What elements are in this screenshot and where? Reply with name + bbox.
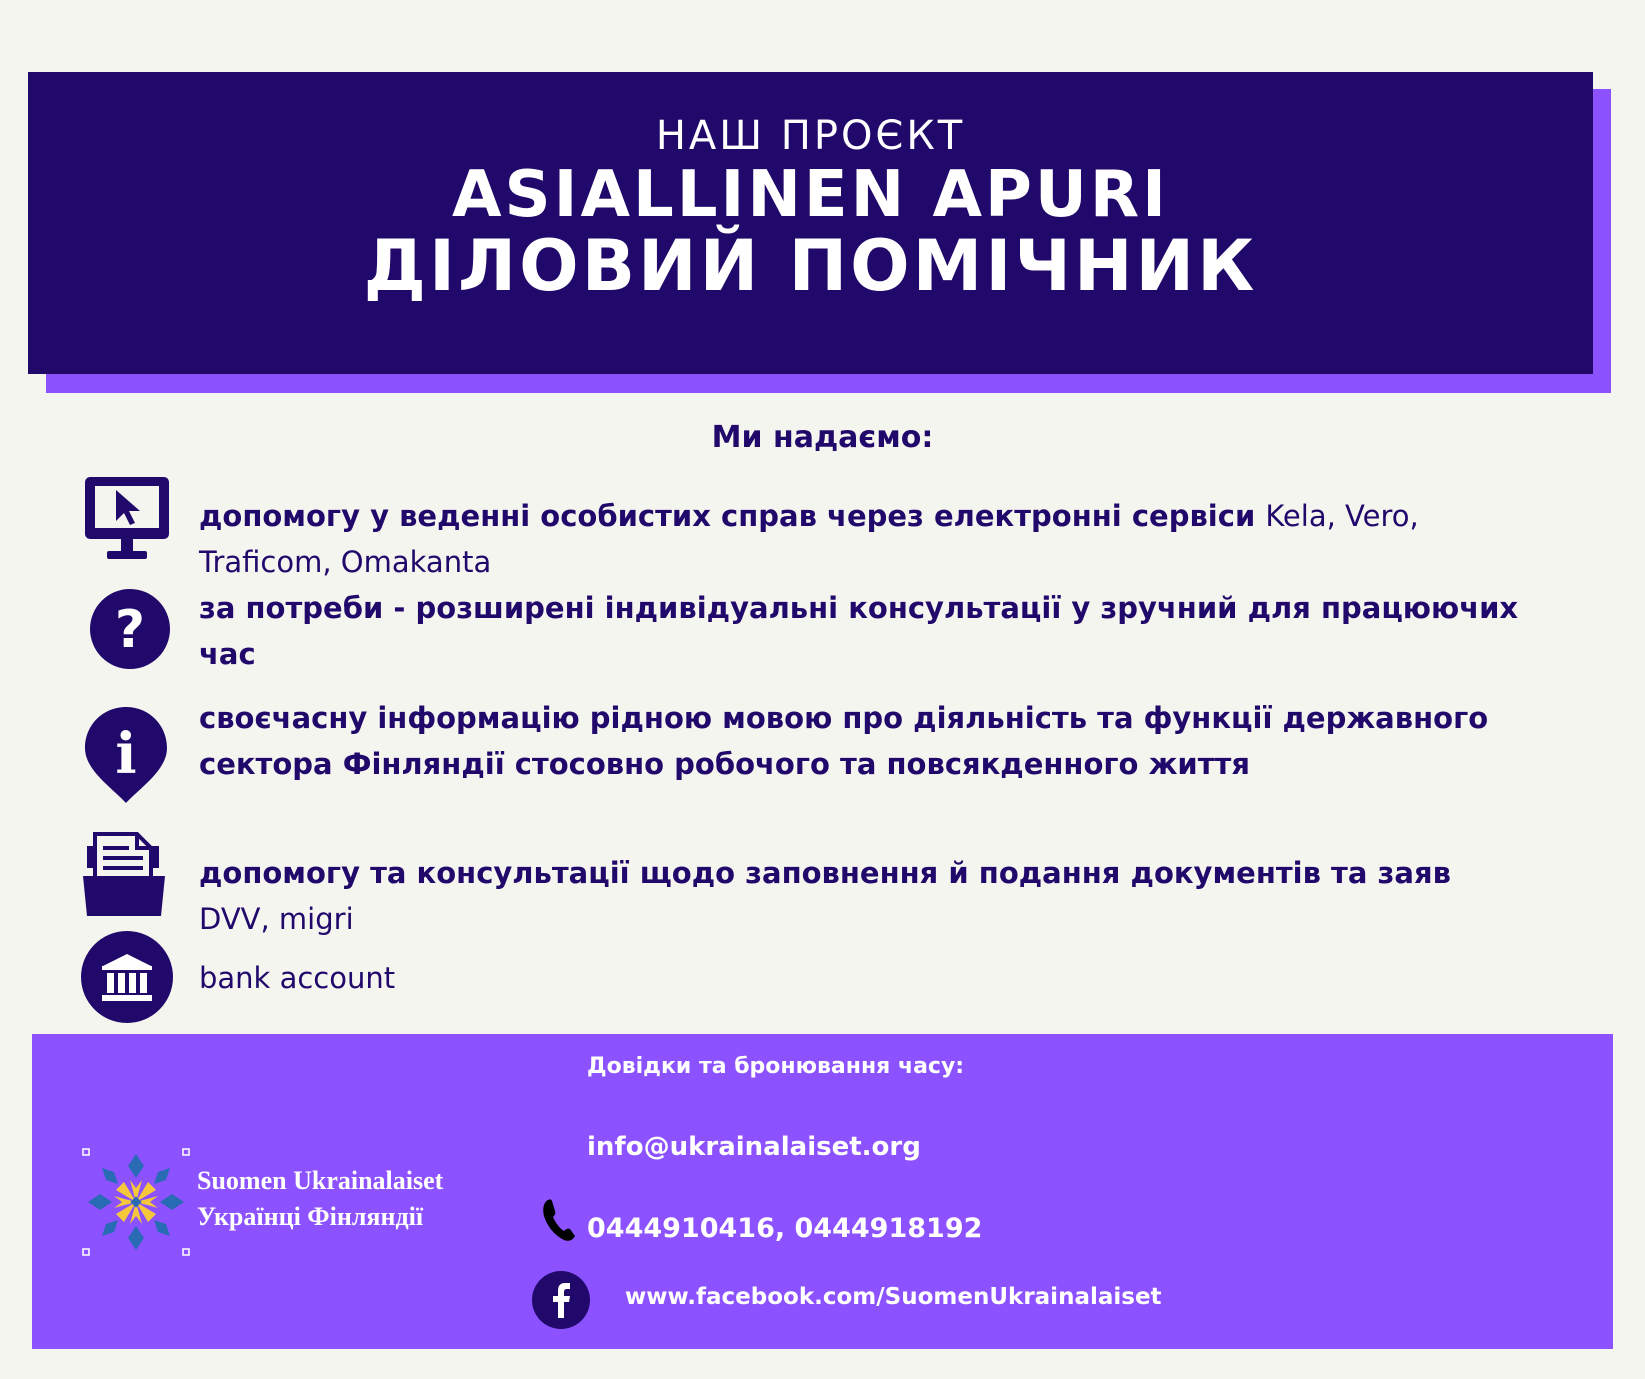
service-item-bank: bank account	[199, 961, 396, 995]
service-item-electronic: допомогу у веденні особистих справ через електронні сервіси Kela, Vero, Traficom, Omakanta	[199, 499, 1419, 579]
logo-text-cyrillic: Українці Фінляндії	[197, 1202, 424, 1231]
svg-text:?: ?	[114, 600, 146, 660]
header-kicker: НАШ ПРОЄКТ	[655, 113, 966, 159]
services-heading: Ми надаємо:	[711, 420, 934, 455]
facebook-link[interactable]: www.facebook.com/SuomenUkrainalaiset	[625, 1284, 1162, 1310]
header-title-ukrainian: ДІЛОВИЙ ПОМІЧНИК	[363, 225, 1258, 307]
contact-email[interactable]: info@ukrainalaiset.org	[587, 1132, 921, 1162]
phone-icon	[542, 1198, 578, 1242]
footer-heading: Довідки та бронювання часу:	[587, 1054, 965, 1079]
service-item-documents: допомогу та консультації щодо заповнення й подання документів та заяв DVV, migri	[199, 856, 1451, 936]
svg-text:i: i	[115, 721, 137, 787]
header-title-latin: ASIALLINEN APURI	[452, 158, 1169, 232]
service-item-information: своєчасну інформацію рідною мовою про діяльність та функції державного сектора Фінляндії стосовно робочого та повсякденного життя	[199, 701, 1489, 781]
computer-cursor-icon	[83, 475, 171, 561]
bank-icon	[80, 930, 174, 1024]
document-folder-icon	[83, 832, 165, 916]
ornament-logo-icon	[82, 1148, 190, 1256]
question-icon	[88, 587, 172, 671]
facebook-icon[interactable]	[531, 1270, 591, 1330]
info-pin-icon	[83, 705, 169, 805]
logo-text-latin: Suomen Ukrainalaiset	[197, 1166, 444, 1195]
service-item-consultations: за потреби - розширені індивідуальні консультації у зручний для працюючих час	[199, 591, 1519, 671]
header-banner	[28, 72, 1593, 374]
contact-phones[interactable]: 0444910416, 0444918192	[587, 1213, 983, 1244]
